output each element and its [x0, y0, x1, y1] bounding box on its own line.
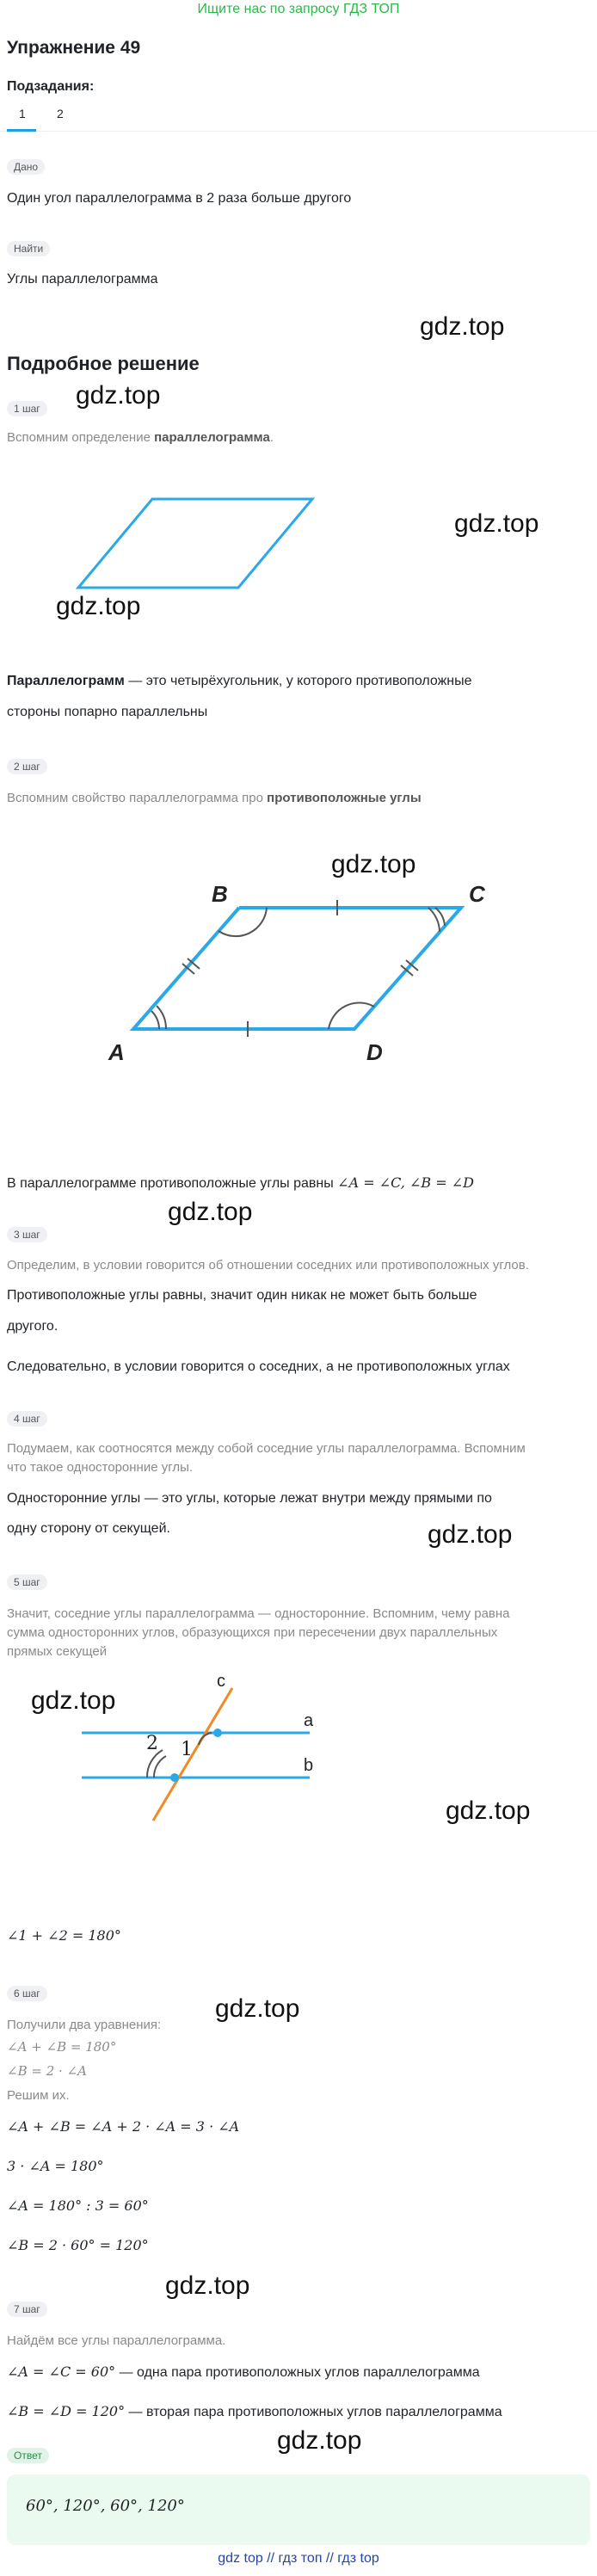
- angle-arc-a-2: [157, 1006, 166, 1029]
- step-6-line-4: ∠B = 2 · 60° = 120°: [7, 2237, 149, 2253]
- watermark: gdz.top: [454, 509, 539, 538]
- parallelogram-shape: [78, 499, 312, 588]
- step-5-text-3: прямых секущей: [7, 1644, 108, 1659]
- step-5-text-2: сумма односторонних углов, образующихся при пересечении двух параллельных: [7, 1625, 498, 1640]
- parallelogram-figure: [0, 482, 597, 602]
- tab-divider: [0, 131, 597, 132]
- step-6-chip: 6 шаг: [7, 1986, 47, 2001]
- step-2-conclusion: В параллелограмме противоположные углы равны ∠A = ∠C, ∠B = ∠D: [7, 1174, 474, 1191]
- label-angle-1: 1: [181, 1739, 193, 1760]
- vertex-label-c: C: [469, 881, 485, 907]
- watermark: gdz.top: [331, 850, 416, 878]
- step-6-eq-2: ∠B = 2 · ∠A: [7, 2063, 87, 2079]
- watermark: gdz.top: [168, 1198, 253, 1226]
- step-4-chip: 4 шаг: [7, 1411, 47, 1427]
- step-3-line-3: Следовательно, в условии говорится о соседних, а не противоположных углах: [7, 1359, 510, 1374]
- watermark: gdz.top: [420, 312, 505, 341]
- watermark: gdz.top: [165, 2271, 250, 2300]
- step-1-definition: Параллелограмм — это четырёхугольник, у которого противоположные: [7, 674, 472, 688]
- step-2-chip: 2 шаг: [7, 759, 47, 774]
- step-1-text: Вспомним определение параллелограмма.: [7, 430, 274, 445]
- page-title: Упражнение 49: [7, 38, 141, 58]
- label-b: b: [304, 1756, 314, 1775]
- step-6-text: Получили два уравнения:: [7, 2018, 162, 2032]
- step-7-chip: 7 шаг: [7, 2302, 47, 2317]
- vertex-label-d: D: [366, 1039, 383, 1065]
- answer-box: [7, 2474, 590, 2545]
- given-text: Один угол параллелограмма в 2 раза больше другого: [7, 191, 352, 206]
- step-4-line-2: одну сторону от секущей.: [7, 1521, 170, 1536]
- label-a: a: [304, 1711, 314, 1730]
- angle-arc-2a: [154, 1756, 166, 1778]
- solution-title: Подробное решение: [7, 353, 200, 374]
- tab-2[interactable]: 2: [57, 107, 64, 120]
- intersection-point-b: [170, 1773, 179, 1782]
- watermark: gdz.top: [56, 592, 141, 620]
- search-banner: Ищите нас по запросу ГДЗ ТОП: [197, 2, 400, 16]
- step-6-line-3: ∠A = 180° : 3 = 60°: [7, 2197, 149, 2214]
- step-3-line-2: другого.: [7, 1319, 58, 1334]
- step-7-line-1: ∠A = ∠C = 60° — одна пара противоположных углов параллелограмма: [7, 2363, 480, 2380]
- step-4-text-2: что такое односторонние углы.: [7, 1460, 194, 1475]
- parallelogram-abcd: [133, 908, 461, 1029]
- subtasks-label: Подзадания:: [7, 79, 95, 94]
- label-c: c: [217, 1672, 225, 1691]
- tab-active-indicator: [7, 129, 36, 132]
- find-chip: Найти: [7, 241, 50, 256]
- intersection-point-a: [213, 1729, 222, 1737]
- angle-arc-a-1: [151, 1011, 159, 1029]
- footer-links[interactable]: gdz top // гдз топ // гдз top: [218, 2551, 379, 2566]
- step-2-text: Вспомним свойство параллелограмма про противоположные углы: [7, 791, 422, 805]
- secant-c: [153, 1688, 232, 1821]
- step-7-text: Найдём все углы параллелограмма.: [7, 2333, 226, 2348]
- step-6-eq-1: ∠A + ∠B = 180°: [7, 2039, 117, 2055]
- step-3-text: Определим, в условии говорится об отношении соседних или противоположных углов.: [7, 1258, 529, 1273]
- watermark: gdz.top: [215, 1994, 300, 2023]
- step-5-formula: ∠1 + ∠2 = 180°: [7, 1927, 121, 1944]
- watermark: gdz.top: [446, 1796, 531, 1825]
- step-1-definition-cont: стороны попарно параллельны: [7, 705, 208, 719]
- vertex-label-b: B: [212, 881, 228, 907]
- watermark: gdz.top: [31, 1686, 116, 1715]
- watermark: gdz.top: [277, 2426, 362, 2455]
- vertex-label-a: A: [108, 1039, 125, 1065]
- step-4-line-1: Односторонние углы — это углы, которые лежат внутри между прямыми по: [7, 1491, 492, 1506]
- tab-1[interactable]: 1: [19, 107, 26, 120]
- step-6-line-1: ∠A + ∠B = ∠A + 2 · ∠A = 3 · ∠A: [7, 2118, 240, 2135]
- parallelogram-angles-figure: [0, 869, 597, 1075]
- step-4-text-1: Подумаем, как соотносятся между собой соседние углы параллелограмма. Вспомним: [7, 1441, 526, 1456]
- step-7-line-2: ∠B = ∠D = 120° — вторая пара противоположных углов параллелограмма: [7, 2403, 502, 2419]
- watermark: gdz.top: [428, 1520, 513, 1549]
- step-5-text-1: Значит, соседние углы параллелограмма — односторонние. Вспомним, чему равна: [7, 1606, 510, 1621]
- label-angle-2: 2: [146, 1733, 158, 1754]
- answer-value: 60°, 120°, 60°, 120°: [26, 2497, 185, 2515]
- watermark: gdz.top: [76, 381, 161, 410]
- step-5-chip: 5 шаг: [7, 1575, 47, 1590]
- step-6-line-2: 3 · ∠A = 180°: [7, 2158, 104, 2174]
- find-text: Углы параллелограмма: [7, 272, 158, 287]
- answer-chip: Ответ: [7, 2448, 49, 2463]
- step-6-solve: Решим их.: [7, 2088, 70, 2103]
- step-1-chip: 1 шаг: [7, 401, 47, 416]
- step-3-line-1: Противоположные углы равны, значит один никак не может быть больше: [7, 1288, 477, 1303]
- given-chip: Дано: [7, 159, 45, 175]
- step-3-chip: 3 шаг: [7, 1227, 47, 1242]
